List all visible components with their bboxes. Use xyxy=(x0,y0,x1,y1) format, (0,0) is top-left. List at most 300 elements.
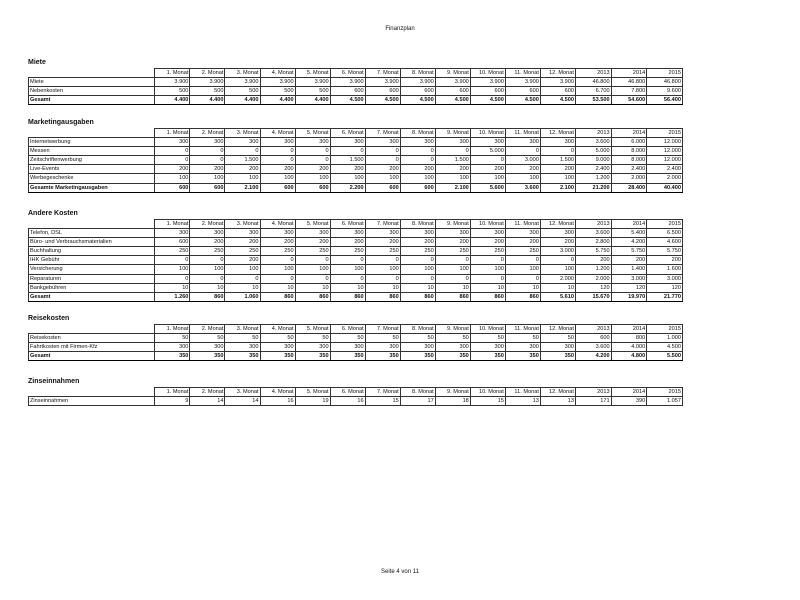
table-cell: 300 xyxy=(295,229,330,238)
row-label: Gesamt xyxy=(29,292,155,301)
table-cell: 8. Monat xyxy=(400,69,435,78)
table-cell: 10 xyxy=(540,283,575,292)
table-cell: 0 xyxy=(435,147,470,156)
table-cell: 11. Monat xyxy=(505,325,540,334)
table-cell: 6.500 xyxy=(647,229,683,238)
table-cell: 250 xyxy=(295,247,330,256)
table-cell: 19.970 xyxy=(611,292,647,301)
table-cell: 2.800 xyxy=(575,238,611,247)
table-cell: 250 xyxy=(225,247,260,256)
table-cell: 2013 xyxy=(575,129,611,138)
table-cell: 600 xyxy=(400,87,435,96)
table-cell: 200 xyxy=(505,165,540,174)
section-3 xyxy=(28,314,688,361)
table-cell: 1.000 xyxy=(647,334,683,343)
table-cell: 10 xyxy=(365,283,400,292)
table-cell: 860 xyxy=(505,292,540,301)
table-cell: 860 xyxy=(470,292,505,301)
table-cell: 1.600 xyxy=(647,265,683,274)
table-cell: 860 xyxy=(330,292,365,301)
table-cell: 7. Monat xyxy=(365,220,400,229)
table-cell: 300 xyxy=(540,138,575,147)
table-cell: 4.500 xyxy=(470,96,505,105)
table-cell: 0 xyxy=(295,156,330,165)
table-cell: 4.500 xyxy=(540,96,575,105)
table-cell: 50 xyxy=(260,334,295,343)
table-cell: 46.800 xyxy=(575,78,611,87)
table-cell: 600 xyxy=(295,183,330,192)
table-row xyxy=(29,283,683,292)
table-cell: 3.600 xyxy=(575,343,611,352)
table-cell: 1.400 xyxy=(611,265,647,274)
table-cell: 0 xyxy=(190,156,225,165)
row-label: Messen xyxy=(29,147,155,156)
table-cell: 300 xyxy=(330,343,365,352)
table-cell: 0 xyxy=(190,256,225,265)
table-cell: 500 xyxy=(190,87,225,96)
section-title: Marketingausgaben xyxy=(28,119,94,126)
table-cell: 3.900 xyxy=(155,78,190,87)
table-row xyxy=(29,147,683,156)
table-cell: 9. Monat xyxy=(435,220,470,229)
table-cell: 300 xyxy=(330,138,365,147)
table-cell: 5.500 xyxy=(647,352,683,361)
table-cell: 10. Monat xyxy=(470,325,505,334)
table-cell: 54.600 xyxy=(611,96,647,105)
table-cell: 500 xyxy=(225,87,260,96)
section-title: Reisekosten xyxy=(28,315,70,322)
table-cell: 300 xyxy=(260,138,295,147)
table-cell: 100 xyxy=(295,265,330,274)
table-cell: 100 xyxy=(225,174,260,183)
table-cell: 200 xyxy=(190,238,225,247)
table-row xyxy=(29,265,683,274)
table-cell: 0 xyxy=(365,256,400,265)
section-4 xyxy=(28,377,688,406)
table-cell: 200 xyxy=(225,238,260,247)
table-cell: 300 xyxy=(190,229,225,238)
section-title: Andere Kosten xyxy=(28,210,78,217)
table-cell: 100 xyxy=(190,265,225,274)
table-cell: 1. Monat xyxy=(155,69,190,78)
table-row xyxy=(29,165,683,174)
table-cell: 2. Monat xyxy=(190,69,225,78)
table-cell: 0 xyxy=(260,156,295,165)
table-cell: 2. Monat xyxy=(190,220,225,229)
table-cell: 1.200 xyxy=(575,174,611,183)
table-cell: 600 xyxy=(435,87,470,96)
table-cell: 15.670 xyxy=(575,292,611,301)
table-cell: 300 xyxy=(540,229,575,238)
table-cell: 1. Monat xyxy=(155,325,190,334)
table-cell: 50 xyxy=(470,334,505,343)
section-0 xyxy=(28,58,688,105)
table-cell: 2013 xyxy=(575,388,611,397)
table-cell: 4.500 xyxy=(505,96,540,105)
table-cell: 200 xyxy=(365,238,400,247)
table-cell: 14 xyxy=(190,397,225,406)
table-cell: 15 xyxy=(470,397,505,406)
table-cell: 0 xyxy=(400,147,435,156)
table-cell: 0 xyxy=(330,256,365,265)
table-cell: 3.900 xyxy=(540,78,575,87)
table-cell: 9. Monat xyxy=(435,129,470,138)
total-row xyxy=(29,352,683,361)
table-cell: 6. Monat xyxy=(330,129,365,138)
table-cell: 2013 xyxy=(575,325,611,334)
header-row xyxy=(29,388,683,397)
table-cell: 300 xyxy=(330,229,365,238)
table-cell: 12.000 xyxy=(647,156,683,165)
table-cell: 200 xyxy=(225,256,260,265)
table-cell: 0 xyxy=(435,274,470,283)
table-cell: 9. Monat xyxy=(435,325,470,334)
section-1 xyxy=(28,118,688,193)
table-cell: 10 xyxy=(505,283,540,292)
table-cell: 3.000 xyxy=(540,247,575,256)
table-cell: 350 xyxy=(400,352,435,361)
table-row xyxy=(29,229,683,238)
table-cell: 3.900 xyxy=(330,78,365,87)
table-cell: 50 xyxy=(435,334,470,343)
table-cell: 100 xyxy=(505,174,540,183)
section-table xyxy=(28,68,683,105)
table-cell: 350 xyxy=(365,352,400,361)
table-cell: 5.400 xyxy=(611,229,647,238)
table-cell: 2015 xyxy=(647,388,683,397)
table-cell: 7.800 xyxy=(611,87,647,96)
table-cell: 0 xyxy=(190,274,225,283)
table-cell: 200 xyxy=(470,238,505,247)
table-cell: 2.100 xyxy=(225,183,260,192)
table-cell: 600 xyxy=(190,183,225,192)
table-cell: 17 xyxy=(400,397,435,406)
table-cell: 0 xyxy=(470,256,505,265)
table-cell: 9.600 xyxy=(647,87,683,96)
table-cell: 5.600 xyxy=(470,183,505,192)
row-label: Fahrtkosten mit Firmen-Kfz xyxy=(29,343,155,352)
table-cell: 300 xyxy=(365,138,400,147)
table-cell: 10. Monat xyxy=(470,220,505,229)
table-cell: 200 xyxy=(400,238,435,247)
table-cell: 10 xyxy=(155,283,190,292)
table-cell: 12.000 xyxy=(647,147,683,156)
table-cell: 100 xyxy=(435,174,470,183)
table-cell: 10. Monat xyxy=(470,388,505,397)
table-cell: 100 xyxy=(365,174,400,183)
table-cell: 3. Monat xyxy=(225,69,260,78)
table-cell: 1. Monat xyxy=(155,129,190,138)
table-cell: 3.900 xyxy=(260,78,295,87)
table-cell: 500 xyxy=(295,87,330,96)
table-cell: 500 xyxy=(155,87,190,96)
table-cell: 300 xyxy=(470,229,505,238)
table-row xyxy=(29,397,683,406)
table-cell: 3.000 xyxy=(611,274,647,283)
table-cell: 13 xyxy=(540,397,575,406)
table-cell: 0 xyxy=(225,147,260,156)
table-cell: 100 xyxy=(260,265,295,274)
table-cell: 300 xyxy=(400,138,435,147)
row-label: Nebenkosten xyxy=(29,87,155,96)
table-cell: 120 xyxy=(647,283,683,292)
table-cell: 350 xyxy=(155,352,190,361)
table-cell: 9. Monat xyxy=(435,69,470,78)
table-cell: 2015 xyxy=(647,220,683,229)
table-cell: 2. Monat xyxy=(190,129,225,138)
table-cell: 7. Monat xyxy=(365,69,400,78)
table-cell: 50 xyxy=(295,334,330,343)
table-cell: 600 xyxy=(540,87,575,96)
section-2 xyxy=(28,209,688,302)
table-cell: 350 xyxy=(470,352,505,361)
table-cell: 15 xyxy=(365,397,400,406)
table-cell: 1. Monat xyxy=(155,220,190,229)
table-cell: 4.400 xyxy=(295,96,330,105)
table-cell: 2014 xyxy=(611,69,647,78)
table-cell: 0 xyxy=(400,256,435,265)
table-cell: 0 xyxy=(155,256,190,265)
table-cell: 1.060 xyxy=(225,292,260,301)
table-cell: 12. Monat xyxy=(540,129,575,138)
table-cell: 3.900 xyxy=(470,78,505,87)
table-cell: 2013 xyxy=(575,69,611,78)
table-cell: 12. Monat xyxy=(540,325,575,334)
table-cell: 3.900 xyxy=(400,78,435,87)
row-label: Gesamt xyxy=(29,352,155,361)
table-cell: 4. Monat xyxy=(260,69,295,78)
table-cell: 4.400 xyxy=(190,96,225,105)
table-cell: 10 xyxy=(260,283,295,292)
table-cell: 100 xyxy=(155,265,190,274)
table-cell: 250 xyxy=(330,247,365,256)
table-cell: 12.000 xyxy=(647,138,683,147)
row-label: Zeitschriftenwerbung xyxy=(29,156,155,165)
row-label: Reparaturen xyxy=(29,274,155,283)
table-cell: 11. Monat xyxy=(505,69,540,78)
table-cell: 10 xyxy=(435,283,470,292)
table-cell: 50 xyxy=(400,334,435,343)
section-table xyxy=(28,387,683,406)
table-cell: 200 xyxy=(575,256,611,265)
table-row xyxy=(29,343,683,352)
table-cell: 5. Monat xyxy=(295,325,330,334)
table-cell: 10 xyxy=(330,283,365,292)
table-cell: 1.500 xyxy=(225,156,260,165)
table-cell: 3.600 xyxy=(575,138,611,147)
table-cell: 1.500 xyxy=(330,156,365,165)
table-cell: 19 xyxy=(295,397,330,406)
table-cell: 2015 xyxy=(647,129,683,138)
table-cell: 4.500 xyxy=(435,96,470,105)
table-cell: 250 xyxy=(435,247,470,256)
table-cell: 4.400 xyxy=(260,96,295,105)
row-label xyxy=(29,69,155,78)
table-cell: 250 xyxy=(365,247,400,256)
table-cell: 2.100 xyxy=(540,183,575,192)
table-cell: 10 xyxy=(470,283,505,292)
table-cell: 200 xyxy=(505,238,540,247)
table-cell: 4. Monat xyxy=(260,388,295,397)
table-cell: 860 xyxy=(260,292,295,301)
table-cell: 300 xyxy=(400,229,435,238)
table-cell: 1.200 xyxy=(575,265,611,274)
table-cell: 100 xyxy=(540,265,575,274)
table-cell: 300 xyxy=(435,138,470,147)
total-row xyxy=(29,292,683,301)
table-cell: 56.400 xyxy=(647,96,683,105)
table-cell: 0 xyxy=(295,147,330,156)
table-cell: 11. Monat xyxy=(505,220,540,229)
table-cell: 3.000 xyxy=(647,274,683,283)
table-cell: 4.600 xyxy=(647,238,683,247)
table-cell: 600 xyxy=(505,87,540,96)
table-cell: 200 xyxy=(647,256,683,265)
total-row xyxy=(29,96,683,105)
table-cell: 100 xyxy=(260,174,295,183)
table-cell: 8. Monat xyxy=(400,388,435,397)
table-cell: 16 xyxy=(330,397,365,406)
section-table xyxy=(28,128,683,193)
table-cell: 1.500 xyxy=(435,156,470,165)
table-row xyxy=(29,238,683,247)
table-cell: 200 xyxy=(260,165,295,174)
table-cell: 350 xyxy=(225,352,260,361)
table-cell: 2.000 xyxy=(575,274,611,283)
table-row xyxy=(29,87,683,96)
table-cell: 300 xyxy=(295,138,330,147)
section-table xyxy=(28,324,683,361)
header-row xyxy=(29,129,683,138)
table-cell: 300 xyxy=(365,229,400,238)
table-cell: 3.900 xyxy=(505,78,540,87)
table-cell: 0 xyxy=(365,156,400,165)
header-row xyxy=(29,325,683,334)
table-cell: 100 xyxy=(330,265,365,274)
table-cell: 250 xyxy=(260,247,295,256)
table-cell: 2.200 xyxy=(330,183,365,192)
table-cell: 200 xyxy=(540,165,575,174)
table-cell: 28.400 xyxy=(611,183,647,192)
table-row xyxy=(29,174,683,183)
table-cell: 5.000 xyxy=(575,147,611,156)
table-cell: 11. Monat xyxy=(505,388,540,397)
table-cell: 5.610 xyxy=(540,292,575,301)
table-cell: 200 xyxy=(260,238,295,247)
row-label: Büro- und Verbrauchsmaterialien xyxy=(29,238,155,247)
table-cell: 2. Monat xyxy=(190,388,225,397)
table-cell: 7. Monat xyxy=(365,325,400,334)
table-cell: 3.000 xyxy=(505,156,540,165)
table-cell: 300 xyxy=(260,343,295,352)
table-cell: 300 xyxy=(505,343,540,352)
table-cell: 12. Monat xyxy=(540,388,575,397)
table-cell: 3.600 xyxy=(505,183,540,192)
table-cell: 6. Monat xyxy=(330,325,365,334)
table-cell: 100 xyxy=(470,174,505,183)
table-cell: 6.700 xyxy=(575,87,611,96)
table-cell: 50 xyxy=(155,334,190,343)
table-cell: 200 xyxy=(400,165,435,174)
total-row xyxy=(29,183,683,192)
table-cell: 250 xyxy=(470,247,505,256)
table-cell: 0 xyxy=(400,156,435,165)
header-row xyxy=(29,69,683,78)
table-cell: 4.000 xyxy=(611,343,647,352)
table-cell: 300 xyxy=(155,229,190,238)
table-cell: 171 xyxy=(575,397,611,406)
table-row xyxy=(29,138,683,147)
table-cell: 250 xyxy=(400,247,435,256)
table-cell: 250 xyxy=(505,247,540,256)
table-cell: 100 xyxy=(225,265,260,274)
row-label xyxy=(29,388,155,397)
table-cell: 0 xyxy=(225,274,260,283)
table-cell: 40.400 xyxy=(647,183,683,192)
table-cell: 7. Monat xyxy=(365,388,400,397)
table-cell: 6. Monat xyxy=(330,69,365,78)
table-cell: 300 xyxy=(260,229,295,238)
row-label xyxy=(29,129,155,138)
table-cell: 9 xyxy=(155,397,190,406)
table-cell: 100 xyxy=(295,174,330,183)
table-cell: 50 xyxy=(330,334,365,343)
row-label: IHK Gebühr xyxy=(29,256,155,265)
table-cell: 860 xyxy=(190,292,225,301)
table-cell: 300 xyxy=(225,138,260,147)
table-cell: 0 xyxy=(295,274,330,283)
table-cell: 8.000 xyxy=(611,156,647,165)
table-cell: 250 xyxy=(155,247,190,256)
table-cell: 350 xyxy=(260,352,295,361)
table-row xyxy=(29,78,683,87)
table-cell: 300 xyxy=(225,343,260,352)
table-cell: 300 xyxy=(505,229,540,238)
table-cell: 3.900 xyxy=(295,78,330,87)
table-cell: 2.400 xyxy=(575,165,611,174)
table-cell: 3.900 xyxy=(190,78,225,87)
table-cell: 4. Monat xyxy=(260,325,295,334)
table-cell: 100 xyxy=(470,265,505,274)
table-cell: 350 xyxy=(435,352,470,361)
table-cell: 350 xyxy=(295,352,330,361)
table-cell: 600 xyxy=(365,87,400,96)
table-cell: 600 xyxy=(470,87,505,96)
table-cell: 300 xyxy=(435,229,470,238)
table-cell: 300 xyxy=(155,343,190,352)
table-cell: 46.800 xyxy=(647,78,683,87)
table-cell: 8.000 xyxy=(611,147,647,156)
table-cell: 8. Monat xyxy=(400,325,435,334)
table-cell: 350 xyxy=(505,352,540,361)
table-cell: 4.500 xyxy=(400,96,435,105)
table-cell: 10. Monat xyxy=(470,69,505,78)
table-cell: 4.400 xyxy=(225,96,260,105)
table-cell: 3. Monat xyxy=(225,129,260,138)
table-cell: 600 xyxy=(155,183,190,192)
table-cell: 16 xyxy=(260,397,295,406)
table-row xyxy=(29,247,683,256)
table-cell: 250 xyxy=(190,247,225,256)
table-cell: 4.500 xyxy=(330,96,365,105)
table-cell: 1.500 xyxy=(540,156,575,165)
table-cell: 120 xyxy=(611,283,647,292)
table-cell: 0 xyxy=(260,147,295,156)
table-cell: 100 xyxy=(155,174,190,183)
table-cell: 860 xyxy=(295,292,330,301)
table-cell: 21.770 xyxy=(647,292,683,301)
table-cell: 50 xyxy=(365,334,400,343)
